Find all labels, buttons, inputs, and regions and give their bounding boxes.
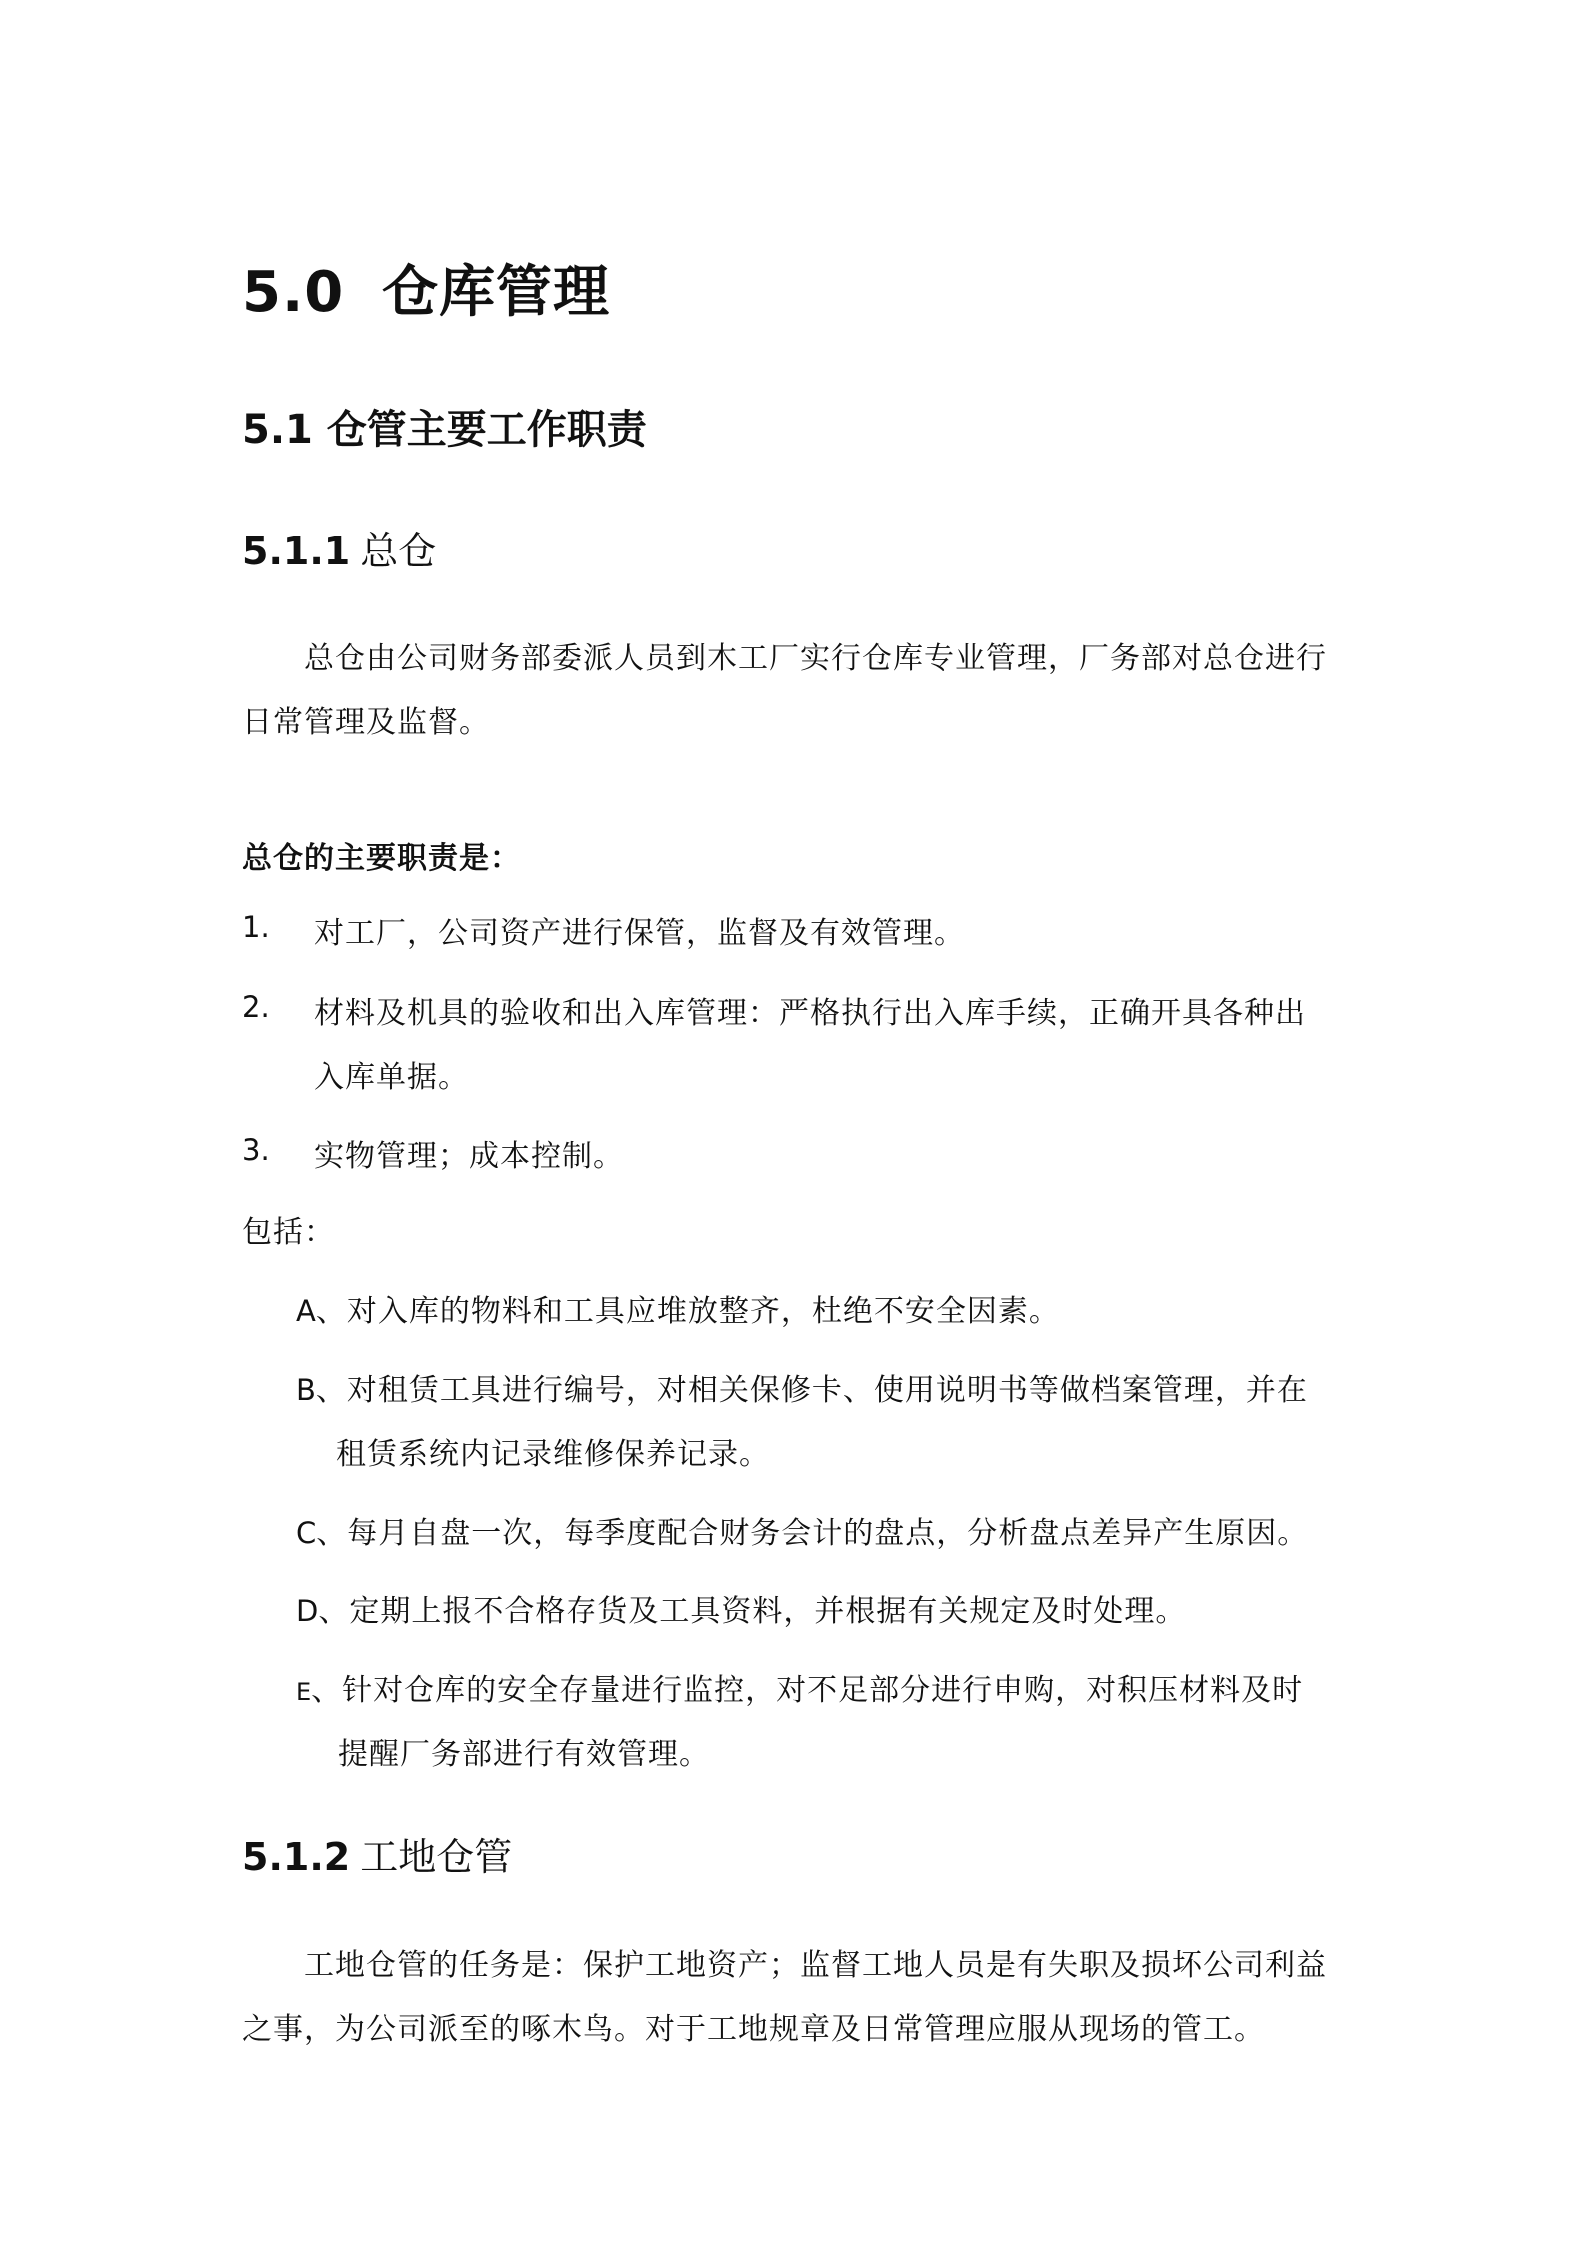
- lettered-item-a: [296, 1286, 1060, 1330]
- worksite-para-line-2: 之事，为公司派至的啄木鸟。对于工地规章及日常管理应服从现场的管工。: [242, 2012, 1265, 2047]
- includes-label: 包括：: [242, 1215, 335, 1250]
- chapter-title-text: 仓库管理: [382, 260, 610, 325]
- item-letter: A: [296, 1294, 316, 1328]
- item-text: 针对仓库的安全存量进行监控，对不足部分进行申购，对积压材料及时: [342, 1673, 1304, 1708]
- worksite-para-line-1: 工地仓管的任务是：保护工地资产；监督工地人员是有失职及损坏公司利益: [304, 1948, 1327, 1983]
- list-number: 2.: [242, 990, 270, 1024]
- section-title: 总仓: [360, 529, 437, 573]
- list-item-text: 材料及机具的验收和出入库管理：严格执行出入库手续，正确开具各种出: [314, 996, 1306, 1031]
- list-number: 1.: [242, 910, 270, 944]
- section-title: 工地仓管: [360, 1835, 513, 1879]
- lettered-item-d: [296, 1586, 1186, 1630]
- item-text-continued: 租赁系统内记录维修保养记录。: [336, 1437, 770, 1472]
- item-separator: 、: [316, 1516, 348, 1551]
- list-item-text: 对工厂，公司资产进行保管，监督及有效管理。: [314, 916, 965, 951]
- item-letter: E: [296, 1678, 312, 1706]
- section-heading-5-1: 5.1 仓管主要工作职责: [242, 407, 647, 453]
- lettered-item-c: [296, 1508, 1308, 1552]
- section-number: 5.1.1: [242, 529, 351, 573]
- chapter-number: 5.0: [242, 260, 345, 325]
- item-letter: C: [296, 1516, 317, 1550]
- item-letter: D: [296, 1594, 319, 1628]
- section-heading-5-1-1: [242, 520, 436, 575]
- item-text: 定期上报不合格存货及工具资料，并根据有关规定及时处理。: [349, 1594, 1187, 1629]
- item-separator: 、: [315, 1294, 347, 1329]
- lettered-item-b: [296, 1365, 1308, 1409]
- item-separator: 、: [311, 1673, 343, 1708]
- intro-line-1: 总仓由公司财务部委派人员到木工厂实行仓库专业管理，厂务部对总仓进行: [304, 641, 1327, 676]
- list-item-text: 实物管理；成本控制。: [314, 1139, 624, 1174]
- section-number: 5.1.2: [242, 1835, 351, 1879]
- item-separator: 、: [315, 1373, 347, 1408]
- intro-line-2: 日常管理及监督。: [242, 705, 490, 740]
- item-text: 对租赁工具进行编号，对相关保修卡、使用说明书等做档案管理，并在: [346, 1373, 1308, 1408]
- duties-heading: 总仓的主要职责是：: [242, 841, 521, 876]
- item-text-continued: 提醒厂务部进行有效管理。: [338, 1737, 710, 1772]
- lettered-item-e: [296, 1665, 1303, 1709]
- section-heading-5-1-2: [242, 1826, 512, 1881]
- item-letter: B: [296, 1373, 316, 1407]
- item-text: 对入库的物料和工具应堆放整齐，杜绝不安全因素。: [346, 1294, 1060, 1329]
- list-item-text-continued: 入库单据。: [314, 1060, 469, 1095]
- item-text: 每月自盘一次，每季度配合财务会计的盘点，分析盘点差异产生原因。: [347, 1516, 1309, 1551]
- chapter-title: [242, 248, 610, 328]
- list-number: 3.: [242, 1133, 270, 1167]
- item-separator: 、: [318, 1594, 350, 1629]
